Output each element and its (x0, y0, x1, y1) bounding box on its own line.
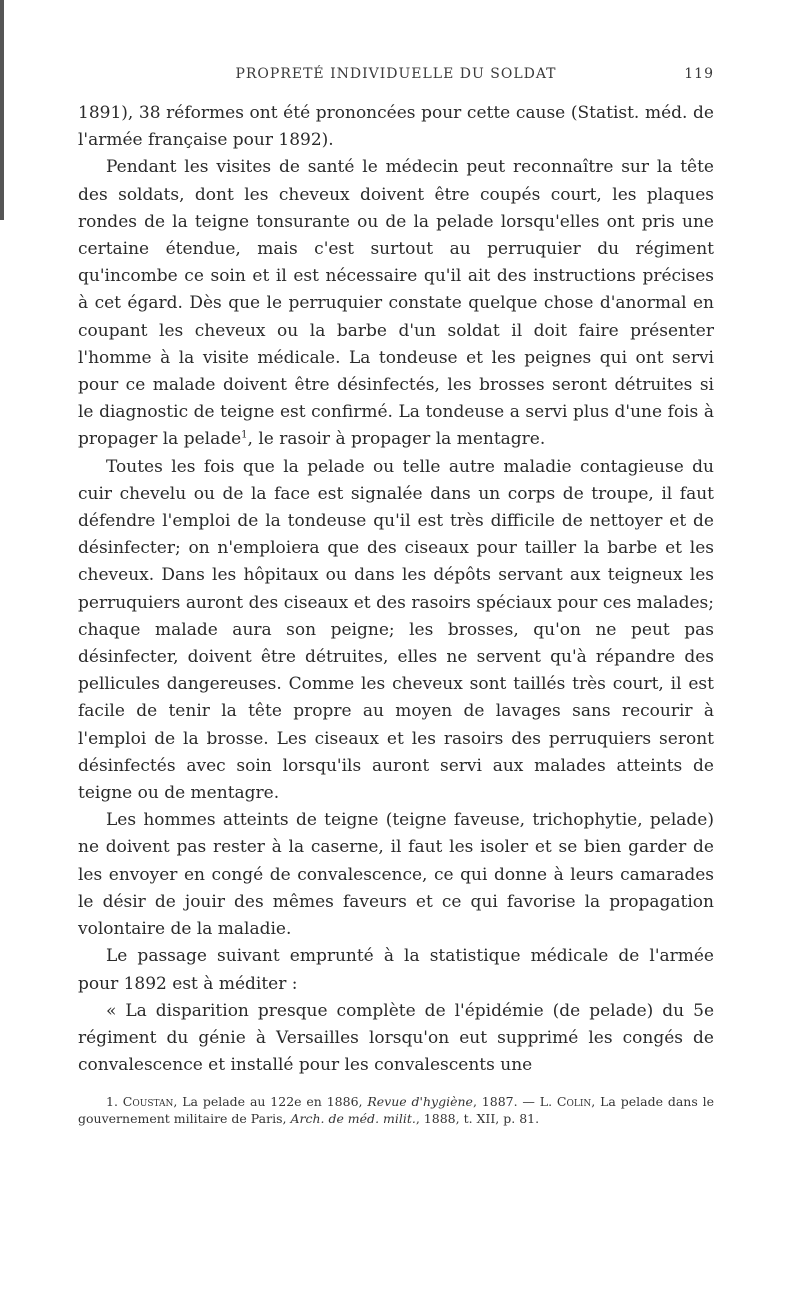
paragraph-5: Le passage suivant emprunté à la statistique médicale de l'armée pour 1892 est à méditer : (78, 946, 714, 994)
paragraph-3: Toutes les fois que la pelade ou telle autre maladie contagieuse du cuir chevelu ou de la face est signalée dans un corps de troupe, il faut défendre l'emploi de la tondeuse qu'il est très difficile de nettoyer et de désinfecter; on n'emploiera que des ciseaux pour tailler la barbe et les cheveux. Dans les hôpitaux ou dans les dépôts servant aux teigneux les perruquiers auront des ciseaux et des rasoirs spéciaux pour ces malades; chaque malade aura son peigne; les brosses, qu'on ne peut pas désinfecter, doivent être détruites, elles ne servent qu'à répandre des pellicules dangereuses. Comme les cheveux sont taillés très court, il est facile de tenir la tête propre au moyen de lavages sans recourir à l'emploi de la brosse. Les ciseaux et les rasoirs des perruquiers seront désinfectés avec soin lorsqu'ils auront servi aux malades atteints de teigne ou de mentagre. (78, 456, 714, 804)
footnote-author-2: Colin (556, 1094, 592, 1110)
footnote-text-4: , 1888, t. XII, p. 81. (415, 1111, 540, 1127)
running-title: PROPRETÉ INDIVIDUELLE DU SOLDAT (235, 66, 557, 82)
running-head (78, 66, 714, 90)
footnote-1 (78, 1093, 714, 1127)
paragraph-4: Les hommes atteints de teigne (teigne faveuse, trichophytie, pelade) ne doivent pas rester à la caserne, il faut les isoler et se bien garder de les envoyer en congé de convalescence, ce qui donne à leurs camarades le désir de jouir des mêmes faveurs et ce qui favorise la propagation volontaire de la maladie. (78, 810, 714, 940)
footnote-text-2: , 1887. — L. (472, 1094, 557, 1110)
paragraph-2-text-end: , le rasoir à propager la mentagre. (247, 429, 546, 450)
footnote-number: 1. (106, 1094, 118, 1110)
paragraph-6-quote: « La disparition presque complète de l'épidémie (de pelade) du 5e régiment du génie à Versailles lorsqu'on eut supprimé les congés de convalescence et installé pour les convalescents une (78, 1000, 714, 1076)
page-number: 119 (684, 66, 714, 82)
footnote-journal-1: Revue d'hygiène (367, 1094, 473, 1110)
footnote-author-1: Coustan (122, 1094, 174, 1110)
footnote-text-3: , La pelade dans le gouvernement militaire de Paris, (78, 1094, 715, 1127)
footnote-text-1: , La pelade au 122e en 1886, (173, 1094, 368, 1110)
paragraph-2 (78, 154, 714, 453)
paragraph-1: 1891), 38 réformes ont été prononcées pour cette cause (Statist. méd. de l'armée française pour 1892). (78, 103, 714, 151)
footnote-journal-2: Arch. de méd. milit. (290, 1111, 416, 1127)
footnote-reference: 1 (241, 429, 248, 441)
footnotes (78, 1093, 714, 1127)
paragraph-2-text: Pendant les visites de santé le médecin peut reconnaître sur la tête des soldats, dont les cheveux doivent être coupés court, les plaques rondes de la teigne tonsurante ou de la pelade lorsqu'elles ont pris une certaine étendue, mais c'est surtout au perruquier du régiment qu'incombe ce soin et il est nécessaire qu'il ait des instructions précises à cet égard. Dès que le perruquier constate quelque chose d'anormal en coupant les cheveux ou la barbe d'un soldat il doit faire présenter l'homme à la visite médicale. La tondeuse et les peignes qui ont servi pour ce malade doivent être désinfectés, les brosses seront détruites si le diagnostic de teigne est confirmé. La tondeuse a servi plus d'une fois à propager la pelade (78, 157, 714, 450)
page-text-block (78, 66, 714, 1127)
scan-edge-shadow (0, 0, 4, 220)
